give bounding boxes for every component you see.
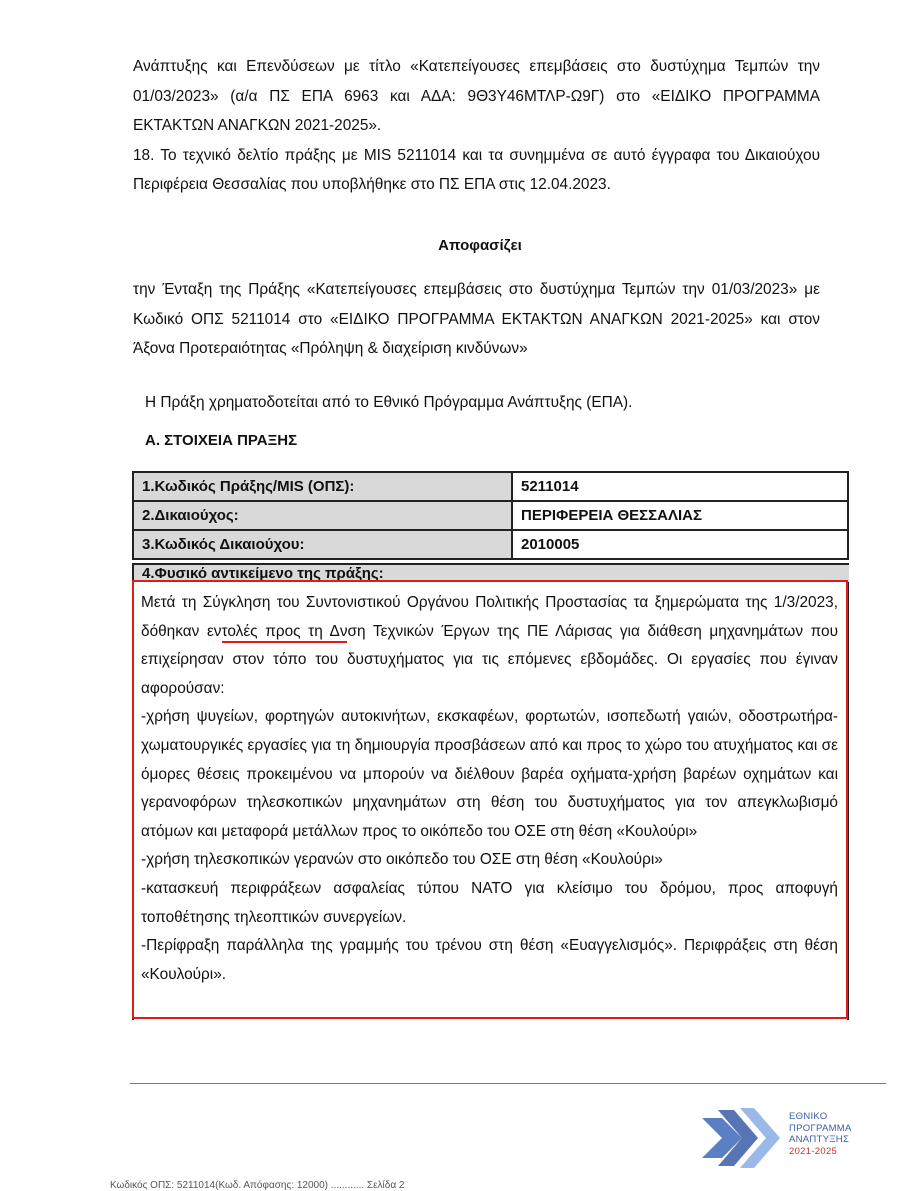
logo-text	[789, 1111, 852, 1157]
project-details-table	[132, 471, 849, 560]
logo-line-3: ΑΝΑΠΤΥΞΗΣ	[789, 1134, 850, 1145]
row-value: ΠΕΡΙΦΕΡΕΙΑ ΘΕΣΣΑΛΙΑΣ	[512, 501, 848, 530]
row-label: 3.Κωδικός Δικαιούχου:	[133, 530, 512, 559]
decision-paragraph: την Ένταξη της Πράξης «Κατεπείγουσες επεμβάσεις στο δυστύχημα Τεμπών την 01/03/2023» με Κωδικό ΟΠΣ 5211014 στο «ΕΙΔΙΚΟ ΠΡΟΓΡΑΜΜΑ ΕΚΤΑΚΤΩΝ ΑΝΑΓΚΩΝ 2021-2025» και στον Άξονα Προτεραιότητας «Πρόληψη & διαχείριση κινδύνων»	[133, 281, 820, 357]
intro-line-1: Ανάπτυξης και Επενδύσεων με τίτλο «Κατεπείγουσες επεμβάσεις στο δυστύχημα Τεμπών την	[133, 58, 820, 75]
physical-object-text	[141, 589, 838, 989]
logo-line-1: ΕΘΝΙΚΟ	[789, 1111, 828, 1122]
item-18: 18. Το τεχνικό δελτίο πράξης με MIS 5211014 και τα συνημμένα σε αυτό έγγραφα του Δικαιούχου Περιφέρεια Θεσσαλίας που υποβλήθηκε στο ΠΣ ΕΠΑ στις 12.04.2023.	[133, 146, 820, 193]
epa-logo	[700, 1104, 900, 1174]
chevron-logo-icon	[700, 1104, 786, 1174]
physical-paragraph-5: -Περίφραξη παράλληλα της γραμμής του τρένου στη θέση «Ευαγγελισμός». Περιφράξεις στη θέση «Κουλούρι».	[141, 937, 838, 983]
decision-heading: Αποφασίζει	[438, 237, 522, 254]
section-title: Α. ΣΤΟΙΧΕΙΑ ΠΡΑΞΗΣ	[145, 432, 298, 449]
logo-line-2: ΠΡΟΓΡΑΜΜΑ	[789, 1122, 852, 1134]
row-value: 5211014	[512, 472, 848, 501]
physical-paragraph-1: Μετά τη Σύγκληση του Συντονιστικού Οργάνου Πολιτικής Προστασίας τα ξημερώματα της 1/3/2023, δόθηκαν εντολές προς τη Δνση Τεχνικών Έργων της ΠΕ Λάρισας για διάθεση μηχανημάτων που επιχείρησαν στον τόπο του δυστυχήματος για τις επόμενες εβδομάδες. Οι εργασίες που έγιναν αφορούσαν:	[141, 594, 838, 697]
footer-separator	[130, 1083, 886, 1084]
page-footer: Κωδικός ΟΠΣ: 5211014(Κωδ. Απόφασης: 12000) ............ Σελίδα 2	[110, 1180, 405, 1191]
physical-paragraph-2: -χρήση ψυγείων, φορτηγών αυτοκινήτων, εκσκαφέων, φορτωτών, ισοπεδωτή γαιών, οδοστρωτήρα-χωματουργικές εργασίες για τη δημιουργία προσβάσεων από και προς το χώρο του ατυχήματος και σε όμορες θέσεις προκειμένου να μπορούν να διέλθουν βαρέα οχήματα-χρήση βαρέων οχημάτων και γερανοφόρων τηλεσκοπικών μηχανημάτων στη θέση του δυστυχήματος για τον απεγκλωβισμό ατόμων και μεταφορά μετάλλων προς το οικόπεδο του ΟΣΕ στη θέση «Κουλούρι»	[141, 708, 838, 840]
intro-line-3: ΕΚΤΑΚΤΩΝ ΑΝΑΓΚΩΝ 2021-2025».	[133, 117, 382, 134]
decision-text	[133, 275, 820, 364]
table-row	[133, 472, 848, 501]
row-label: 2.Δικαιούχος:	[133, 501, 512, 530]
logo-years: 2021-2025	[789, 1145, 838, 1157]
table-row	[133, 501, 848, 530]
physical-paragraph-4: -κατασκευή περιφράξεων ασφαλείας τύπου ΝΑΤΟ για κλείσιμο του δρόμου, προς αποφυγή τοποθέτησης τηλεοπτικών συνεργείων.	[141, 879, 838, 926]
table-row	[133, 530, 848, 559]
intro-paragraph	[133, 52, 820, 200]
funding-statement: Η Πράξη χρηματοδοτείται από το Εθνικό Πρόγραμμα Ανάπτυξης (ΕΠΑ).	[145, 394, 633, 411]
row-value: 2010005	[512, 530, 848, 559]
red-underline	[222, 641, 347, 643]
row-label: 1.Κωδικός Πράξης/MIS (ΟΠΣ):	[133, 472, 512, 501]
physical-paragraph-3: -χρήση τηλεσκοπικών γερανών στο οικόπεδο του ΟΣΕ στη θέση «Κουλούρι»	[141, 851, 663, 869]
intro-line-2: 01/03/2023» (α/α ΠΣ ΕΠΑ 6963 και ΑΔΑ: 9Θ3Υ46ΜΤΛΡ-Ω9Γ) στο «ΕΙΔΙΚΟ ΠΡΟΓΡΑΜΜΑ	[133, 87, 820, 105]
physical-object-label: 4.Φυσικό αντικείμενο της πράξης:	[142, 565, 384, 582]
